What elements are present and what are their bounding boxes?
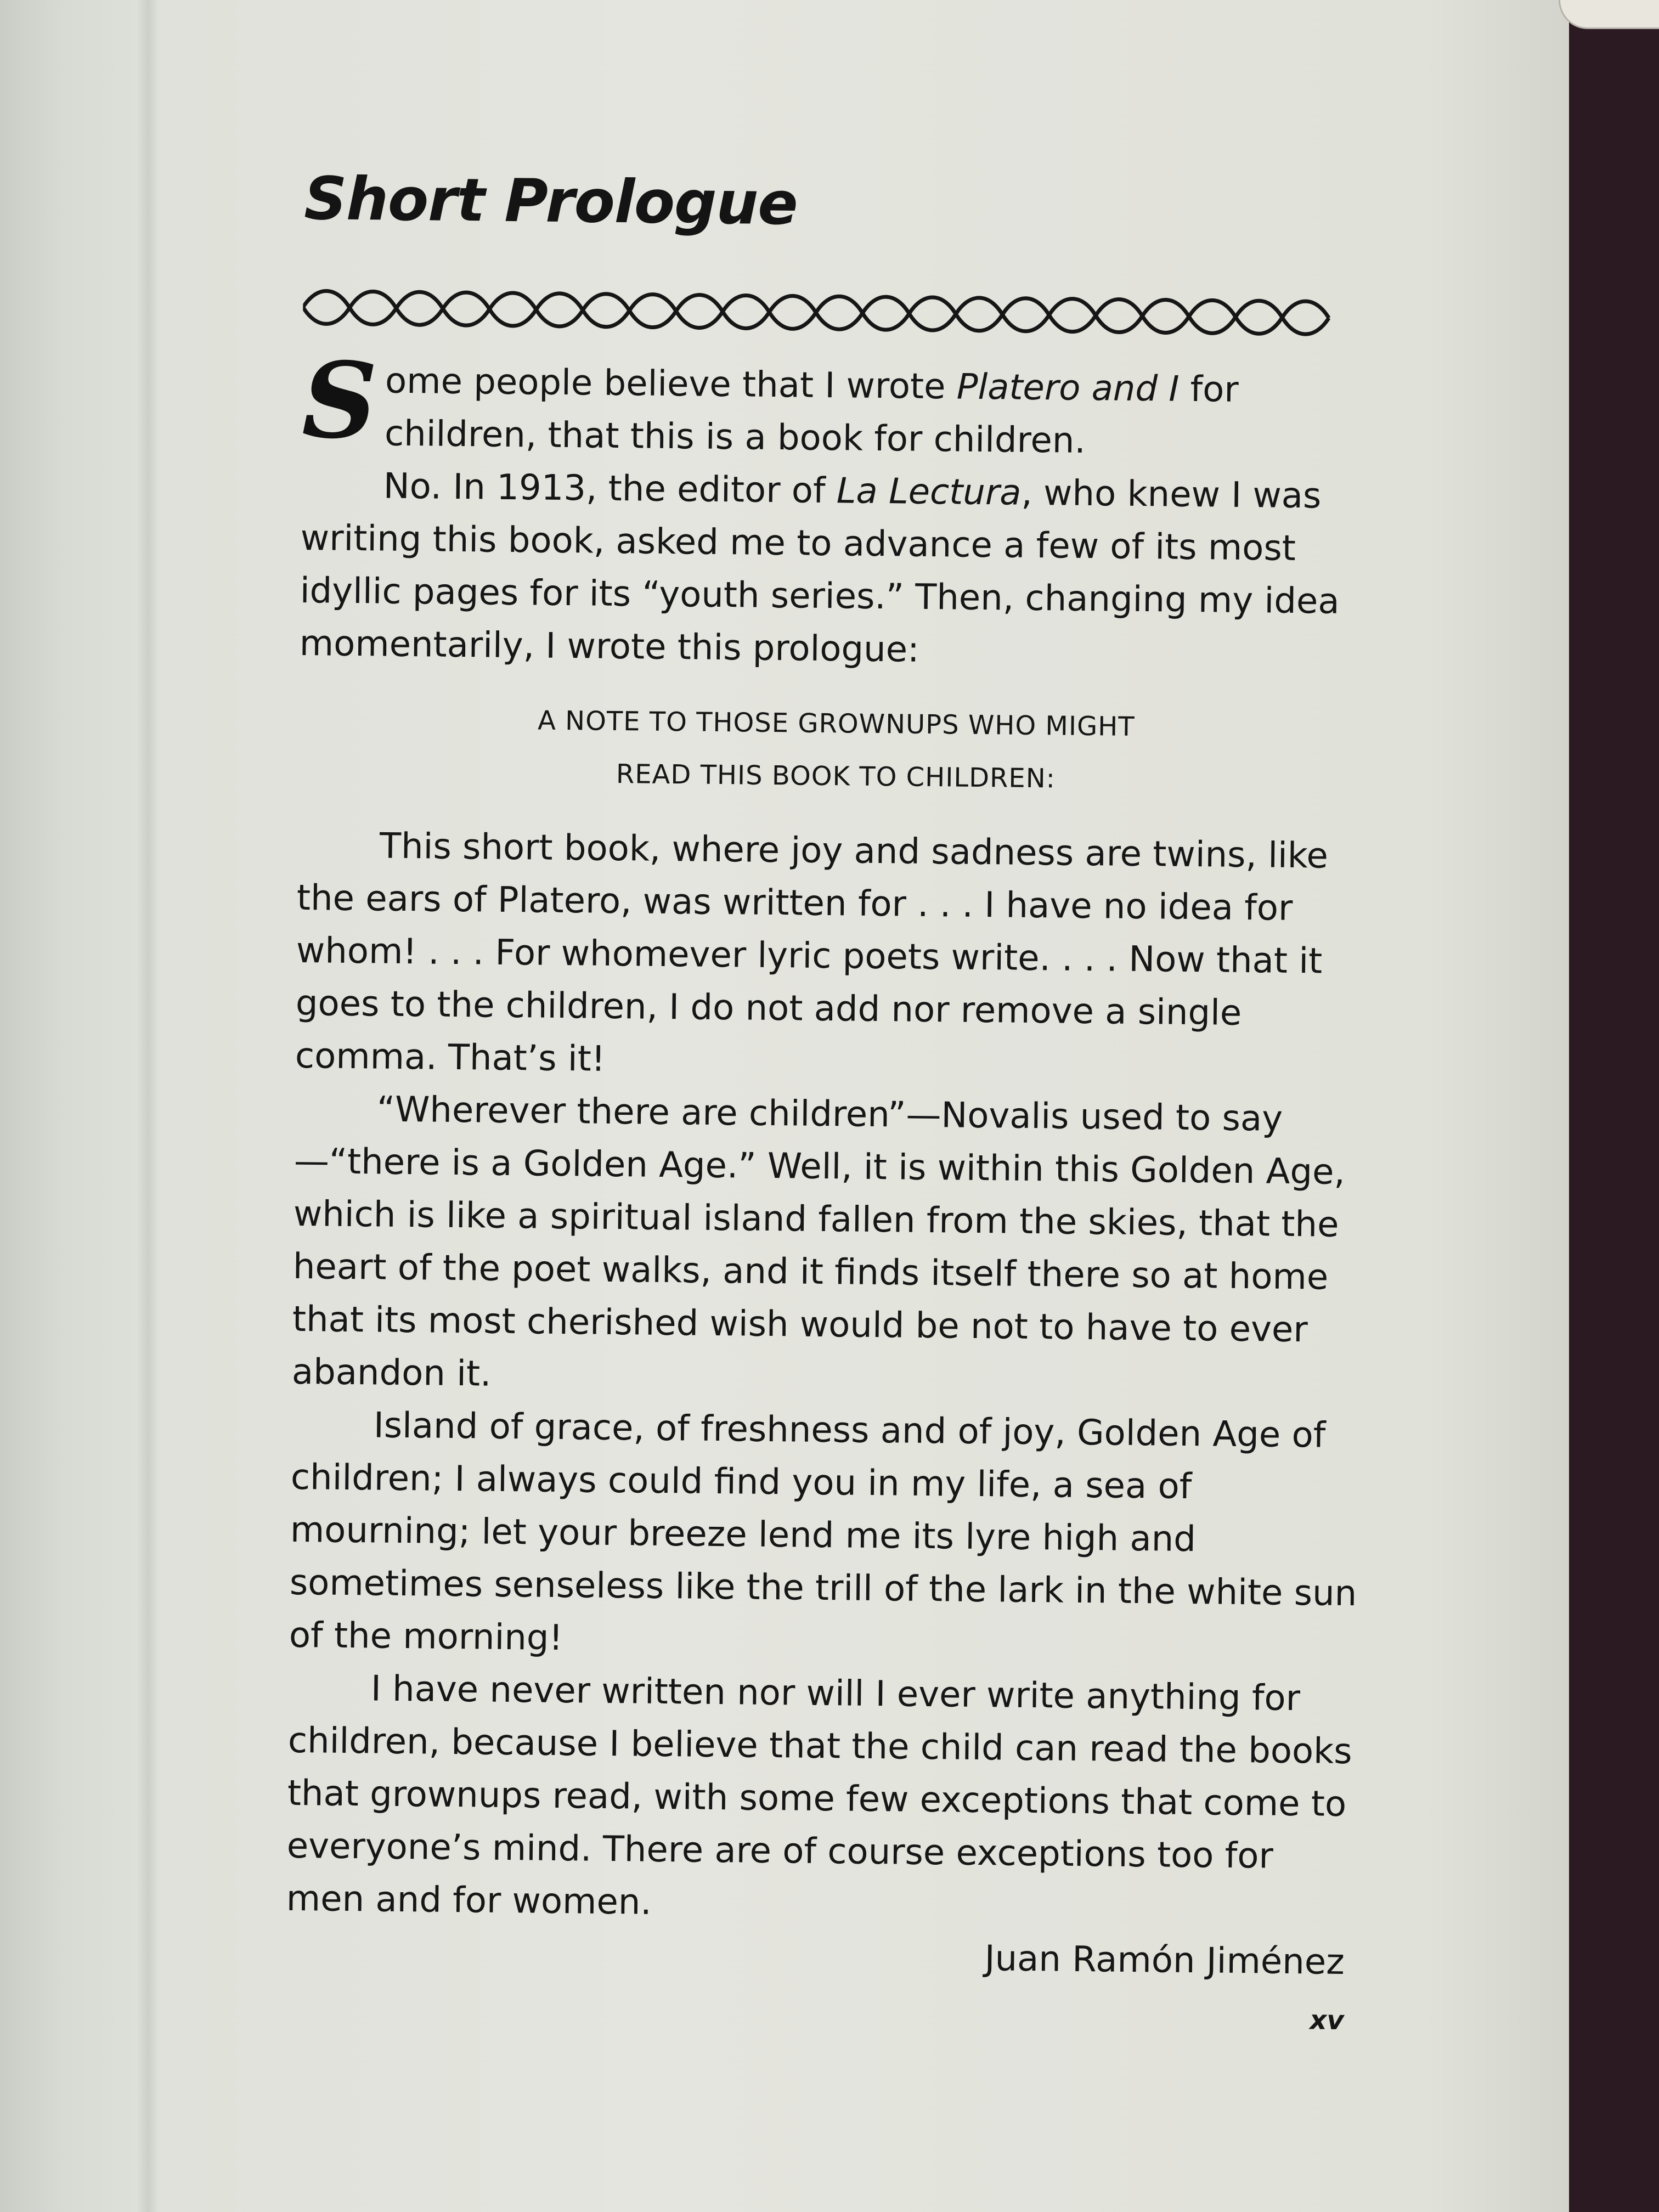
corner-card xyxy=(1559,0,1659,29)
magazine-title-italic: La Lectura xyxy=(836,471,1022,514)
body-paragraph: I have never written nor will I ever write anything for children, because I believe that the child can read the books that grownups read, with some few exceptions that come to everyone’s mind. There are of course exceptions too for men and for women. xyxy=(286,1668,1352,1923)
body-paragraph: “Wherever there are children”—Novalis used to say—“there is a Golden Age.” Well, it is within this Golden Age, which is like a spiritual island fallen from the skies, that the heart of the poet walks, and it finds itself there so at home that its most cherished wish would be not to have to ever abandon it. xyxy=(291,1089,1346,1395)
book-title-italic: Platero and I xyxy=(956,366,1180,410)
intro-text: No. In 1913, the editor of xyxy=(383,466,837,512)
note-heading xyxy=(298,692,1374,809)
body-paragraph: This short book, where joy and sadness are twins, like the ears of Platero, was written for . . . I have no idea for whom! . . . For whomever lyric poets write. . . . Now that it goes to the children, I do not add nor remove a single comma. That’s it! xyxy=(295,826,1329,1080)
prologue-text xyxy=(285,338,1378,2047)
page-number: xv xyxy=(1310,2005,1344,2036)
drop-cap: S xyxy=(301,338,378,462)
intro-paragraph-2 xyxy=(299,459,1376,681)
intro-text: , who knew I was writing this book, asked me to advance a few of its most idyllic pages for its “youth series.” Then, changing my idea momentarily, I wrote this prologue: xyxy=(299,472,1340,670)
page-title: Short Prologue xyxy=(303,165,798,239)
intro-text: for children, that this is a book for children. xyxy=(384,369,1239,461)
note-heading-line: READ THIS BOOK TO CHILDREN: xyxy=(616,759,1056,794)
note-heading-line: A NOTE TO THOSE GROWNUPS WHO MIGHT xyxy=(537,705,1135,742)
author-signature: Juan Ramón Jiménez xyxy=(984,1938,1345,1983)
body-paragraph: Island of grace, of freshness and of joy, Golden Age of children; I always could find you in my life, a sea of mourning; let your breeze lend me its lyre high and sometimes senseless like the trill of the lark in the white sun of the morning! xyxy=(289,1405,1357,1659)
page-content xyxy=(285,165,1380,2047)
intro-paragraph-1 xyxy=(301,338,1378,471)
wavy-ornament-divider xyxy=(303,283,1335,343)
intro-text: ome people believe that I wrote xyxy=(385,360,957,408)
spine-shadow xyxy=(137,0,159,2212)
